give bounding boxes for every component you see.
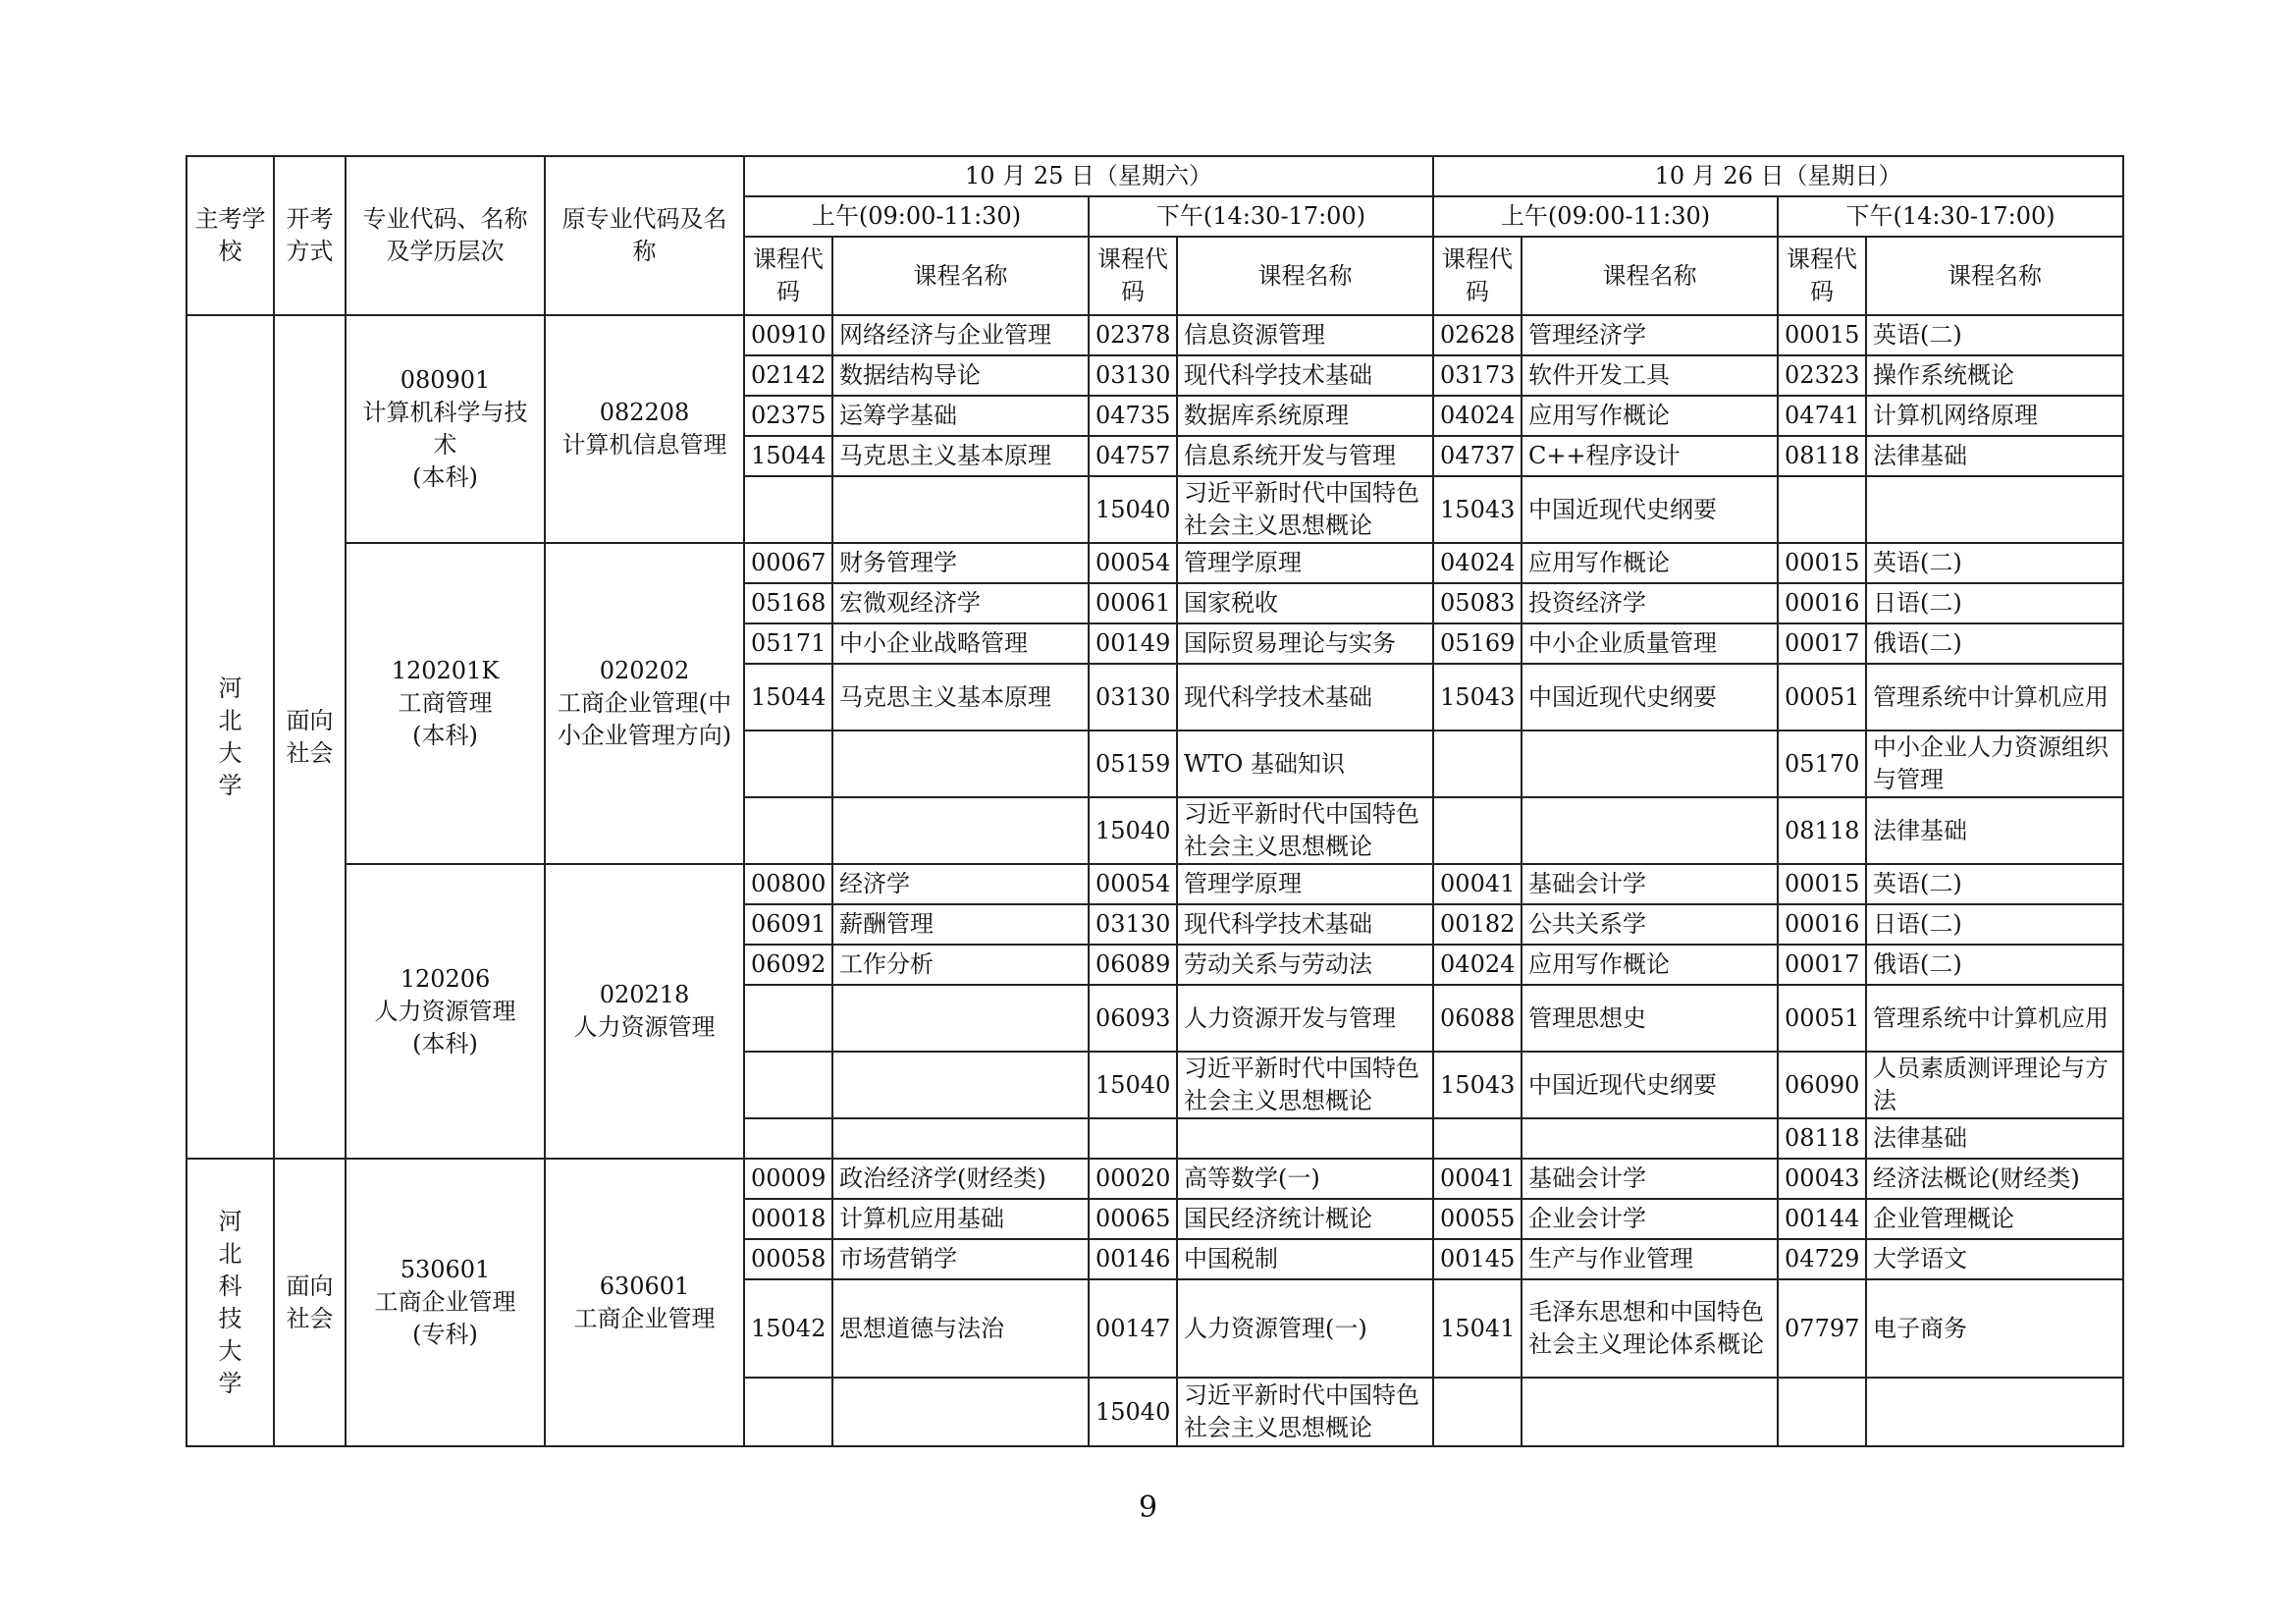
major-name: 工商企业管理	[374, 1288, 516, 1316]
course-code: 05170	[1778, 731, 1866, 797]
course-code: 03130	[1089, 904, 1177, 945]
header-code: 课程代码	[1433, 237, 1522, 315]
course-code: 15040	[1089, 797, 1177, 864]
course-code: 15043	[1433, 664, 1522, 731]
course-name: 高等数学(一)	[1177, 1159, 1433, 1199]
table-row	[187, 315, 2123, 355]
course-code: 00054	[1089, 543, 1177, 583]
course-name: 基础会计学	[1522, 1159, 1778, 1199]
course-code: 00051	[1778, 985, 1866, 1052]
course-name: 工作分析	[832, 945, 1089, 985]
course-code	[1778, 476, 1866, 543]
course-name: 毛泽东思想和中国特色社会主义理论体系概论	[1522, 1279, 1778, 1378]
course-code: 00041	[1433, 1159, 1522, 1199]
page-number: 9	[1138, 1490, 1158, 1525]
course-code: 02375	[744, 396, 832, 436]
course-code: 02378	[1089, 315, 1177, 355]
course-name: 财务管理学	[832, 543, 1089, 583]
major-code: 080901	[400, 366, 491, 394]
header-course-name: 课程名称	[1522, 237, 1778, 315]
course-name: 公共关系学	[1522, 904, 1778, 945]
course-name	[832, 1052, 1089, 1118]
course-code: 05171	[744, 623, 832, 664]
course-code: 03130	[1089, 664, 1177, 731]
course-name: 现代科学技术基础	[1177, 355, 1433, 396]
course-name: 应用写作概论	[1522, 543, 1778, 583]
course-name	[1522, 797, 1778, 864]
course-name: 英语(二)	[1866, 543, 2123, 583]
course-name: 英语(二)	[1866, 864, 2123, 904]
course-code: 02323	[1778, 355, 1866, 396]
major-cell	[346, 1159, 545, 1446]
course-code: 04729	[1778, 1239, 1866, 1279]
course-code	[744, 1052, 832, 1118]
course-code	[1433, 1378, 1522, 1446]
course-name: 大学语文	[1866, 1239, 2123, 1279]
course-name: 运筹学基础	[832, 396, 1089, 436]
course-name: WTO 基础知识	[1177, 731, 1433, 797]
course-code: 00015	[1778, 543, 1866, 583]
course-code: 07797	[1778, 1279, 1866, 1378]
course-name	[832, 797, 1089, 864]
course-name: 信息系统开发与管理	[1177, 436, 1433, 476]
orig-major-cell	[545, 864, 744, 1159]
course-name: 法律基础	[1866, 436, 2123, 476]
course-code: 15044	[744, 664, 832, 731]
header-major: 专业代码、名称及学历层次	[346, 156, 545, 315]
course-name: 人员素质测评理论与方法	[1866, 1052, 2123, 1118]
course-name: 生产与作业管理	[1522, 1239, 1778, 1279]
course-name	[832, 1118, 1089, 1159]
course-name: 投资经济学	[1522, 583, 1778, 623]
course-code: 06090	[1778, 1052, 1866, 1118]
course-name: 日语(二)	[1866, 904, 2123, 945]
orig-name: 工商企业管理(中小企业管理方向)	[557, 689, 732, 749]
course-name: 马克思主义基本原理	[832, 664, 1089, 731]
course-name: 英语(二)	[1866, 315, 2123, 355]
course-code: 15040	[1089, 1052, 1177, 1118]
header-day2-am: 上午(09:00-11:30)	[1433, 196, 1778, 237]
course-name: 现代科学技术基础	[1177, 664, 1433, 731]
header-orig: 原专业代码及名称	[545, 156, 744, 315]
major-level: (本科)	[412, 722, 478, 749]
orig-major-cell	[545, 543, 744, 864]
course-name	[832, 731, 1089, 797]
course-code: 08118	[1778, 436, 1866, 476]
header-day2-pm: 下午(14:30-17:00)	[1778, 196, 2123, 237]
course-code: 00058	[744, 1239, 832, 1279]
major-name: 工商管理	[398, 689, 493, 717]
course-name: 中小企业质量管理	[1522, 623, 1778, 664]
course-name: 管理思想史	[1522, 985, 1778, 1052]
header-day1-am: 上午(09:00-11:30)	[744, 196, 1089, 237]
course-code: 06091	[744, 904, 832, 945]
course-code: 05159	[1089, 731, 1177, 797]
course-name	[1522, 731, 1778, 797]
course-code	[744, 797, 832, 864]
course-code	[744, 731, 832, 797]
course-code: 02628	[1433, 315, 1522, 355]
course-code: 00018	[744, 1199, 832, 1239]
course-code	[1433, 1118, 1522, 1159]
course-code	[1433, 731, 1522, 797]
course-name: 管理学原理	[1177, 543, 1433, 583]
school-cell: 河北科技大学	[187, 1159, 274, 1446]
course-name: 企业管理概论	[1866, 1199, 2123, 1239]
orig-major-cell	[545, 315, 744, 543]
course-code: 08118	[1778, 1118, 1866, 1159]
orig-code: 020202	[599, 657, 690, 684]
course-code: 05168	[744, 583, 832, 623]
course-code: 15040	[1089, 1378, 1177, 1446]
course-name: 宏微观经济学	[832, 583, 1089, 623]
course-code: 00055	[1433, 1199, 1522, 1239]
course-code: 05169	[1433, 623, 1522, 664]
course-code	[1433, 797, 1522, 864]
header-course-name: 课程名称	[1866, 237, 2123, 315]
course-code: 00144	[1778, 1199, 1866, 1239]
course-code: 06092	[744, 945, 832, 985]
course-code	[744, 1378, 832, 1446]
course-name: 薪酬管理	[832, 904, 1089, 945]
course-name: 劳动关系与劳动法	[1177, 945, 1433, 985]
course-name: 企业会计学	[1522, 1199, 1778, 1239]
major-name: 人力资源管理	[374, 997, 516, 1025]
course-name: 人力资源管理(一)	[1177, 1279, 1433, 1378]
course-code	[744, 1118, 832, 1159]
course-code: 00017	[1778, 945, 1866, 985]
course-code	[744, 985, 832, 1052]
course-code: 04737	[1433, 436, 1522, 476]
course-name: 管理系统中计算机应用	[1866, 664, 2123, 731]
course-code: 04735	[1089, 396, 1177, 436]
header-code: 课程代码	[1778, 237, 1866, 315]
major-level: (专科)	[412, 1321, 478, 1348]
course-name: 法律基础	[1866, 797, 2123, 864]
table-row	[187, 864, 2123, 904]
course-name: 现代科学技术基础	[1177, 904, 1433, 945]
orig-name: 人力资源管理	[573, 1013, 716, 1041]
course-code: 00015	[1778, 864, 1866, 904]
course-code	[1778, 1378, 1866, 1446]
course-name	[832, 985, 1089, 1052]
course-code	[1089, 1118, 1177, 1159]
course-code: 02142	[744, 355, 832, 396]
course-code: 15043	[1433, 1052, 1522, 1118]
course-code: 00054	[1089, 864, 1177, 904]
school-cell: 河北大学	[187, 315, 274, 1159]
major-level: (本科)	[412, 1029, 478, 1057]
orig-name: 计算机信息管理	[561, 431, 727, 459]
course-code: 00043	[1778, 1159, 1866, 1199]
mode-cell: 面向社会	[274, 1159, 346, 1446]
course-name: 网络经济与企业管理	[832, 315, 1089, 355]
course-name: 管理系统中计算机应用	[1866, 985, 2123, 1052]
course-name: 经济法概论(财经类)	[1866, 1159, 2123, 1199]
course-code: 08118	[1778, 797, 1866, 864]
course-name	[832, 476, 1089, 543]
course-name: 日语(二)	[1866, 583, 2123, 623]
course-name: 政治经济学(财经类)	[832, 1159, 1089, 1199]
orig-code: 082208	[599, 399, 690, 426]
course-code: 00009	[744, 1159, 832, 1199]
course-code: 15041	[1433, 1279, 1522, 1378]
course-name: 计算机网络原理	[1866, 396, 2123, 436]
course-name: 国民经济统计概论	[1177, 1199, 1433, 1239]
course-code: 00065	[1089, 1199, 1177, 1239]
course-name: 基础会计学	[1522, 864, 1778, 904]
course-name: 国际贸易理论与实务	[1177, 623, 1433, 664]
course-name	[1522, 1378, 1778, 1446]
course-code: 04024	[1433, 396, 1522, 436]
major-cell	[346, 543, 545, 864]
course-name: 中小企业人力资源组织与管理	[1866, 731, 2123, 797]
course-code: 00182	[1433, 904, 1522, 945]
course-name: 操作系统概论	[1866, 355, 2123, 396]
course-code: 00146	[1089, 1239, 1177, 1279]
course-code: 05083	[1433, 583, 1522, 623]
course-code: 00051	[1778, 664, 1866, 731]
header-day1-pm: 下午(14:30-17:00)	[1089, 196, 1433, 237]
course-code: 15043	[1433, 476, 1522, 543]
course-name: C++程序设计	[1522, 436, 1778, 476]
course-code: 03173	[1433, 355, 1522, 396]
orig-major-cell	[545, 1159, 744, 1446]
course-name: 俄语(二)	[1866, 623, 2123, 664]
course-code: 00020	[1089, 1159, 1177, 1199]
course-name: 中国税制	[1177, 1239, 1433, 1279]
course-name: 马克思主义基本原理	[832, 436, 1089, 476]
orig-code: 630601	[599, 1272, 690, 1300]
course-name: 应用写作概论	[1522, 396, 1778, 436]
course-name: 管理学原理	[1177, 864, 1433, 904]
course-name: 管理经济学	[1522, 315, 1778, 355]
course-name: 人力资源开发与管理	[1177, 985, 1433, 1052]
course-name: 中国近现代史纲要	[1522, 664, 1778, 731]
course-name: 经济学	[832, 864, 1089, 904]
course-name: 习近平新时代中国特色社会主义思想概论	[1177, 797, 1433, 864]
major-name: 计算机科学与技术	[362, 399, 528, 459]
header-school: 主考学校	[187, 156, 274, 315]
course-name: 软件开发工具	[1522, 355, 1778, 396]
course-code: 06089	[1089, 945, 1177, 985]
course-name: 中国近现代史纲要	[1522, 1052, 1778, 1118]
header-day1: 10 月 25 日（星期六）	[744, 156, 1433, 196]
course-code: 03130	[1089, 355, 1177, 396]
header-mode: 开考方式	[274, 156, 346, 315]
course-name	[1866, 476, 2123, 543]
major-code: 120206	[400, 964, 491, 993]
orig-code: 020218	[599, 981, 690, 1008]
course-code: 00149	[1089, 623, 1177, 664]
course-name	[1866, 1378, 2123, 1446]
major-level: (本科)	[412, 463, 478, 491]
table-row	[187, 543, 2123, 583]
course-code: 06088	[1433, 985, 1522, 1052]
course-name: 思想道德与法治	[832, 1279, 1089, 1378]
course-code: 06093	[1089, 985, 1177, 1052]
major-code: 530601	[400, 1256, 491, 1283]
header-day2: 10 月 26 日（星期日）	[1433, 156, 2123, 196]
course-name: 数据库系统原理	[1177, 396, 1433, 436]
course-name: 中国近现代史纲要	[1522, 476, 1778, 543]
course-code: 00017	[1778, 623, 1866, 664]
header-code: 课程代码	[1089, 237, 1177, 315]
table-row	[187, 1159, 2123, 1199]
course-name: 习近平新时代中国特色社会主义思想概论	[1177, 1052, 1433, 1118]
header-course-name: 课程名称	[1177, 237, 1433, 315]
course-name: 习近平新时代中国特色社会主义思想概论	[1177, 476, 1433, 543]
major-cell	[346, 315, 545, 543]
course-code: 00016	[1778, 583, 1866, 623]
header-code: 课程代码	[744, 237, 832, 315]
course-code: 00147	[1089, 1279, 1177, 1378]
course-code: 00800	[744, 864, 832, 904]
course-name: 俄语(二)	[1866, 945, 2123, 985]
course-name: 应用写作概论	[1522, 945, 1778, 985]
course-name: 市场营销学	[832, 1239, 1089, 1279]
course-name	[1177, 1118, 1433, 1159]
course-code: 15044	[744, 436, 832, 476]
course-code: 00910	[744, 315, 832, 355]
major-cell	[346, 864, 545, 1159]
major-code: 120201K	[391, 657, 500, 684]
course-name	[1522, 1118, 1778, 1159]
header-course-name: 课程名称	[832, 237, 1089, 315]
course-name: 信息资源管理	[1177, 315, 1433, 355]
course-code: 04024	[1433, 543, 1522, 583]
course-code: 15042	[744, 1279, 832, 1378]
course-name: 电子商务	[1866, 1279, 2123, 1378]
exam-schedule-table	[186, 155, 2124, 1447]
course-code: 00067	[744, 543, 832, 583]
course-name	[832, 1378, 1089, 1446]
course-code: 00041	[1433, 864, 1522, 904]
course-name: 计算机应用基础	[832, 1199, 1089, 1239]
course-code: 00145	[1433, 1239, 1522, 1279]
course-code: 04741	[1778, 396, 1866, 436]
course-name: 中小企业战略管理	[832, 623, 1089, 664]
mode-cell: 面向社会	[274, 315, 346, 1159]
course-code: 00015	[1778, 315, 1866, 355]
course-code: 04757	[1089, 436, 1177, 476]
course-name: 数据结构导论	[832, 355, 1089, 396]
course-code: 00061	[1089, 583, 1177, 623]
course-name: 习近平新时代中国特色社会主义思想概论	[1177, 1378, 1433, 1446]
course-name: 法律基础	[1866, 1118, 2123, 1159]
course-code: 00016	[1778, 904, 1866, 945]
course-name: 国家税收	[1177, 583, 1433, 623]
course-code: 15040	[1089, 476, 1177, 543]
orig-name: 工商企业管理	[573, 1304, 716, 1332]
course-code	[744, 476, 832, 543]
course-code: 04024	[1433, 945, 1522, 985]
